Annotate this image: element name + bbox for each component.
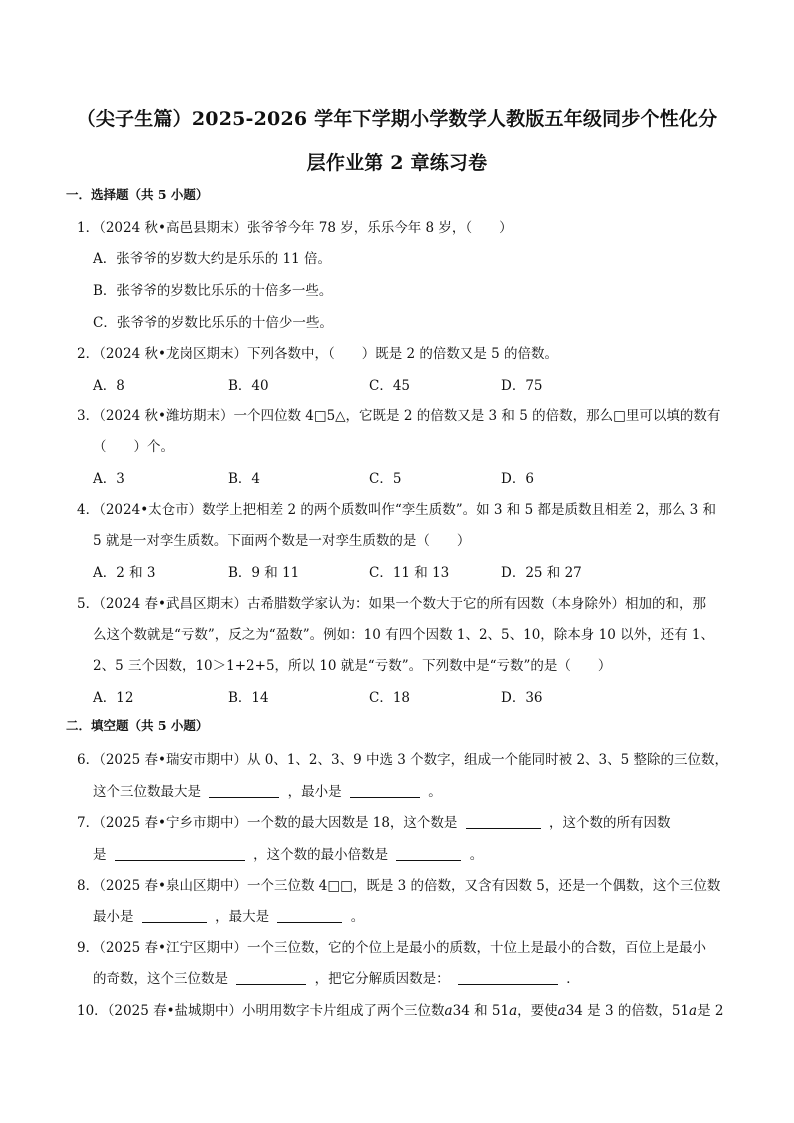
question-2-option-c: C．45: [369, 378, 411, 394]
question-7-answer-blank-min-multiple[interactable]: [396, 846, 461, 861]
question-7-text-a: 7．（2025 春•宁乡市期中）一个数的最大因数是 18，这个数是: [77, 815, 458, 831]
question-7-answer-blank-factors[interactable]: [115, 846, 245, 861]
question-6-answer-blank-max[interactable]: [209, 783, 279, 798]
section-heading-choice: 一．选择题（共 5 小题）: [66, 187, 209, 202]
question-7-text-e: 。: [469, 847, 484, 863]
question-3-option-d: D．6: [501, 471, 534, 487]
question-1-option-c: C．张爷爷的岁数比乐乐的十倍少一些。: [93, 315, 333, 331]
question-2-option-d: D．75: [501, 378, 543, 394]
question-9-stem-line-1: 9．（2025 春•江宁区期中）一个三位数，它的个位上是最小的质数，十位上是最小的合数，百位上是最小: [77, 940, 706, 956]
question-10-text-d: 34 是 3 的倍数，51: [565, 1003, 690, 1019]
question-9-text-a: 的奇数，这个三位数是: [93, 971, 228, 987]
section-heading-fill-in: 二．填空题（共 5 小题）: [66, 718, 209, 733]
question-5-option-d: D．36: [501, 690, 543, 706]
question-9-text-c: ．: [566, 971, 580, 987]
question-10-text-c: ，要使: [517, 1003, 558, 1019]
question-7-answer-blank-number[interactable]: [466, 814, 541, 829]
question-5-stem-line-1: 5．（2024 春•武昌区期末）古希腊数学家认为：如果一个数大于它的所有因数（本身除外）相加的和，那: [77, 596, 706, 612]
question-7-line-2: [93, 843, 483, 863]
question-5-option-a: A．12: [93, 690, 134, 706]
question-8-text-b: ，最大是: [215, 909, 270, 925]
question-2-option-b: B．40: [228, 378, 269, 394]
question-3-option-c: C．5: [369, 471, 402, 487]
question-4-stem-line-2: 5 就是一对孪生质数。下面两个数是一对孪生质数的是（ ）: [93, 533, 471, 549]
question-4-option-c: C．11 和 13: [369, 565, 450, 581]
question-10-text-b: 34 和 51: [452, 1003, 510, 1019]
question-6-line-2: [93, 780, 442, 800]
question-7-line-1: [77, 811, 671, 831]
question-5-stem-line-2: 么这个数就是“亏数”，反之为“盈数”。例如：10 有四个因数 1、2、5、10，除本身 10 以外，还有 1、: [93, 627, 714, 643]
question-1-option-b: B．张爷爷的岁数比乐乐的十倍多一些。: [93, 283, 333, 299]
question-10-text-a: 10．（2025 春•盐城期中）小明用数字卡片组成了两个三位数: [77, 1003, 445, 1019]
question-4-option-b: B．9 和 11: [228, 565, 300, 581]
question-1-option-a: A．张爷爷的岁数大约是乐乐的 11 倍。: [93, 251, 332, 267]
question-2-option-a: A．8: [93, 378, 125, 394]
question-8-text-c: 。: [350, 909, 365, 925]
question-3-stem-line-2: （ ）个。: [93, 439, 174, 455]
question-10-variable-a: a: [444, 1003, 453, 1019]
question-8-stem-line-1: 8．（2025 春•泉山区期中）一个三位数 4□□，既是 3 的倍数，又含有因数 5，还是一个偶数，这个三位数: [77, 878, 721, 894]
question-7-text-d: ，这个数的最小倍数是: [253, 847, 389, 863]
question-10-text-e: 是 2: [697, 1003, 724, 1019]
question-6-text-c: 。: [428, 784, 442, 800]
question-4-stem-line-1: 4．（2024•太仓市）数学上把相差 2 的两个质数叫作“孪生质数”。如 3 和 5 都是质数且相差 2，那么 3 和: [77, 502, 717, 518]
question-4-option-d: D．25 和 27: [501, 565, 582, 581]
question-6-answer-blank-min[interactable]: [350, 783, 420, 798]
question-9-line-2: [93, 967, 580, 987]
question-8-text-a: 最小是: [93, 909, 134, 925]
question-6-stem-line-1: 6．（2025 春•瑞安市期中）从 0、1、2、3、9 中选 3 个数字，组成一个能同时被 2、3、5 整除的三位数，: [77, 752, 728, 768]
question-6-text-a: 这个三位数最大是: [93, 784, 201, 800]
question-8-answer-blank-max[interactable]: [277, 908, 342, 923]
question-2-stem: 2．（2024 秋•龙岗区期末）下列各数中，（ ）既是 2 的倍数又是 5 的倍数。: [77, 346, 559, 362]
question-3-option-b: B．4: [228, 471, 261, 487]
question-9-text-b: ，把它分解质因数是：: [314, 971, 450, 987]
question-3-stem-line-1: 3．（2024 秋•潍坊期末）一个四位数 4□5△，它既是 2 的倍数又是 3 和 5 的倍数，那么□里可以填的数有: [77, 408, 721, 424]
question-7-text-b: ，这个数的所有因数: [549, 815, 671, 831]
question-9-answer-blank-factorization[interactable]: [458, 970, 558, 985]
question-10-variable-a: a: [689, 1003, 698, 1019]
question-5-stem-line-3: 2、5 三个因数，10＞1+2+5，所以 10 就是“亏数”。下列数中是“亏数”的是（ ）: [93, 658, 612, 674]
question-4-option-a: A．2 和 3: [93, 565, 156, 581]
question-1-stem: 1．（2024 秋•高邑县期末）张爷爷今年 78 岁，乐乐今年 8 岁，（ ）: [77, 220, 513, 236]
question-3-option-a: A．3: [93, 471, 125, 487]
question-8-answer-blank-min[interactable]: [142, 908, 207, 923]
question-5-option-c: C．18: [369, 690, 411, 706]
question-10-variable-a: a: [509, 1003, 518, 1019]
question-6-text-b: ，最小是: [287, 784, 342, 800]
doc-title-line-2: 层作业第 2 章练习卷: [306, 152, 488, 174]
question-10-stem-line-1: [77, 999, 723, 1019]
question-8-line-2: [93, 905, 364, 925]
question-9-answer-blank-number[interactable]: [236, 970, 306, 985]
question-10-variable-a: a: [557, 1003, 566, 1019]
doc-title-line-1: （尖子生篇）2025-2026 学年下学期小学数学人教版五年级同步个性化分: [76, 108, 718, 130]
question-7-text-c: 是: [93, 847, 107, 863]
question-5-option-b: B．14: [228, 690, 269, 706]
